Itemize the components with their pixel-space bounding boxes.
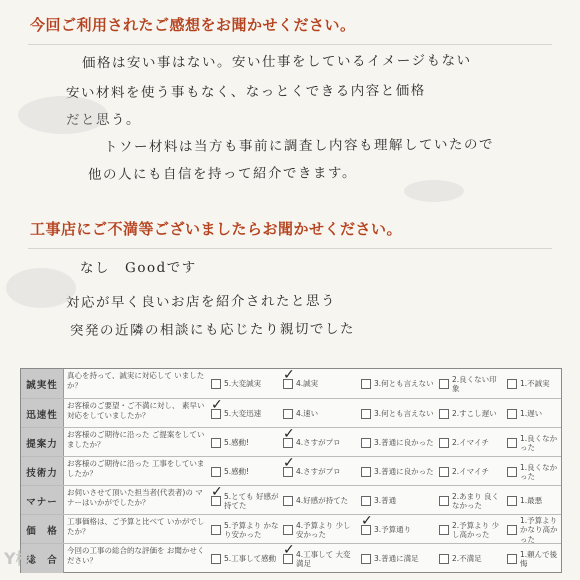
evaluation-option-label: 2.予算より 少し高かった xyxy=(452,520,500,539)
checkbox-icon[interactable] xyxy=(361,438,371,448)
evaluation-option-label: 3.普通に良かった xyxy=(374,467,434,477)
evaluation-option[interactable] xyxy=(361,432,435,454)
evaluation-option-label: 5.感動! xyxy=(224,438,250,448)
evaluation-row xyxy=(21,514,561,544)
evaluation-category: 迅速性 xyxy=(21,399,64,428)
checkbox-icon[interactable] xyxy=(507,409,517,419)
evaluation-option-label: 5.感動! xyxy=(224,467,250,477)
evaluation-option-label: 4.さすがプロ xyxy=(296,438,341,448)
evaluation-option[interactable] xyxy=(507,373,559,395)
impression-line-3: だと思う。 xyxy=(65,111,142,129)
evaluation-option[interactable] xyxy=(439,432,503,454)
evaluation-option[interactable] xyxy=(507,461,559,483)
evaluation-category: マナー xyxy=(21,486,64,515)
checkbox-icon[interactable] xyxy=(507,496,517,506)
impression-heading: 今回ご利用されたご感想をお聞かせください。 xyxy=(30,16,356,34)
evaluation-option[interactable] xyxy=(439,461,503,483)
evaluation-option[interactable] xyxy=(507,515,559,544)
evaluation-option-label: 1.良くなかった xyxy=(520,462,558,481)
evaluation-option-label: 3.何とも言えない xyxy=(374,409,434,419)
evaluation-option[interactable] xyxy=(211,490,279,512)
complaint-line-1: なし Goodです xyxy=(79,259,197,277)
evaluation-option[interactable] xyxy=(361,461,435,483)
evaluation-category: 価 格 xyxy=(21,515,64,544)
checkbox-icon[interactable] xyxy=(211,467,221,477)
evaluation-option-label: 3.普通に満足 xyxy=(374,554,419,564)
evaluation-option-label: 2.イマイチ xyxy=(452,438,490,448)
evaluation-option[interactable] xyxy=(361,519,435,541)
scan-smudge xyxy=(404,180,464,202)
evaluation-option[interactable] xyxy=(283,519,357,541)
evaluation-option[interactable] xyxy=(211,548,279,570)
scan-smudge xyxy=(18,96,108,134)
checkbox-icon[interactable] xyxy=(361,409,371,419)
evaluation-option[interactable] xyxy=(283,490,357,512)
evaluation-option[interactable] xyxy=(283,548,357,570)
checkbox-icon[interactable] xyxy=(211,554,221,564)
evaluation-option-label: 2.不満足 xyxy=(452,554,482,564)
impression-line-4: トソー材料は当方も事前に調査し内容も理解していたので xyxy=(103,136,495,156)
evaluation-option[interactable] xyxy=(283,403,357,425)
checkbox-icon[interactable] xyxy=(439,379,449,389)
evaluation-option[interactable] xyxy=(507,403,559,425)
checkbox-icon[interactable] xyxy=(507,379,517,389)
checked-checkbox-icon[interactable] xyxy=(361,525,371,535)
evaluation-row xyxy=(21,543,561,573)
evaluation-option[interactable] xyxy=(439,373,503,395)
evaluation-option-label: 1.遅い xyxy=(520,409,543,419)
evaluation-option-label: 1.予算より かなり高かった xyxy=(520,515,558,544)
checkbox-icon[interactable] xyxy=(361,467,371,477)
evaluation-option[interactable] xyxy=(361,403,435,425)
evaluation-option[interactable] xyxy=(283,432,357,454)
evaluation-option-label: 5.大変迅速 xyxy=(224,409,262,419)
checkbox-icon[interactable] xyxy=(507,467,517,477)
checkbox-icon[interactable] xyxy=(507,438,517,448)
checkbox-icon[interactable] xyxy=(439,409,449,419)
evaluation-option[interactable] xyxy=(507,548,559,570)
evaluation-option[interactable] xyxy=(439,548,503,570)
checked-checkbox-icon[interactable] xyxy=(211,409,221,419)
checkbox-icon[interactable] xyxy=(211,379,221,389)
divider xyxy=(28,248,552,249)
checkbox-icon[interactable] xyxy=(439,467,449,477)
checkbox-icon[interactable] xyxy=(361,496,371,506)
evaluation-option-label: 4.工事して 大変満足 xyxy=(296,549,351,568)
evaluation-category: 提案力 xyxy=(21,428,64,457)
evaluation-row xyxy=(21,369,561,398)
evaluation-option-label: 4.さすがプロ xyxy=(296,467,341,477)
evaluation-option-label: 3.何とも言えない xyxy=(374,379,434,389)
evaluation-option-label: 3.普通に良かった xyxy=(374,438,434,448)
checkbox-icon[interactable] xyxy=(439,496,449,506)
evaluation-option-label: 1.良くなかった xyxy=(520,433,558,452)
evaluation-option[interactable] xyxy=(439,519,503,541)
checkbox-icon[interactable] xyxy=(283,409,293,419)
checkbox-icon[interactable] xyxy=(439,438,449,448)
evaluation-question: お客様のご要望・ご不満に対し、 素早い対応をしていましたか？ xyxy=(67,401,205,420)
checkbox-icon[interactable] xyxy=(507,554,517,564)
evaluation-option[interactable] xyxy=(211,373,279,395)
complaint-line-3: 突発の近隣の相談にも応じたり親切でした xyxy=(69,321,356,339)
evaluation-option[interactable] xyxy=(361,490,435,512)
divider xyxy=(28,44,552,45)
evaluation-question: お客様のご期待に沿った 工事をしていましたか？ xyxy=(67,459,205,478)
evaluation-row xyxy=(21,485,561,515)
checkbox-icon[interactable] xyxy=(283,496,293,506)
evaluation-option-label: 3.予算通り xyxy=(374,525,412,535)
checked-checkbox-icon[interactable] xyxy=(283,438,293,448)
evaluation-option-label: 2.あまり 良くなかった xyxy=(452,491,500,510)
evaluation-option[interactable] xyxy=(283,373,357,395)
checked-checkbox-icon[interactable] xyxy=(283,379,293,389)
checkbox-icon[interactable] xyxy=(507,525,517,535)
complaint-line-2: 対応が早く良いお店を紹介されたと思う xyxy=(65,293,337,311)
evaluation-question: 今回の工事の総合的な評価を お聞かせください？ xyxy=(67,546,205,565)
evaluation-option-label: 4.誠実 xyxy=(296,379,319,389)
evaluation-table xyxy=(20,368,562,573)
evaluation-question: お客様のご期待に沿った ご提案をしていましたか？ xyxy=(67,430,205,449)
checked-checkbox-icon[interactable] xyxy=(283,467,293,477)
evaluation-question: 工事価格は、ご予算と比べて いかがでしたか？ xyxy=(67,517,205,536)
checkbox-icon[interactable] xyxy=(211,525,221,535)
checkbox-icon[interactable] xyxy=(211,438,221,448)
impression-line-1: 価格は安い事はない。安い仕事をしているイメージもない xyxy=(81,52,472,72)
evaluation-option[interactable] xyxy=(211,403,279,425)
evaluation-option[interactable] xyxy=(439,490,503,512)
checkbox-icon[interactable] xyxy=(439,554,449,564)
evaluation-option[interactable] xyxy=(361,548,435,570)
evaluation-option-label: 1.不誠実 xyxy=(520,379,550,389)
evaluation-question: お伺いさせて頂いた担当者(代表者)の マナーはいかがでしたか？ xyxy=(67,488,203,507)
evaluation-option[interactable] xyxy=(507,432,559,454)
evaluation-option[interactable] xyxy=(211,432,279,454)
complaint-heading: 工事店にご不満等ございましたらお聞かせください。 xyxy=(30,220,403,238)
evaluation-option-label: 2.イマイチ xyxy=(452,467,490,477)
checkbox-icon[interactable] xyxy=(439,525,449,535)
evaluation-row xyxy=(21,427,561,457)
evaluation-option-label: 2.良くない印象 xyxy=(452,374,497,393)
checkbox-icon[interactable] xyxy=(283,525,293,535)
evaluation-option-label: 5.工事して感動 xyxy=(224,554,277,564)
customer-watermark: Y様 xyxy=(4,549,32,568)
impression-line-2: 安い材料を使う事もなく、なっとくできる内容と価格 xyxy=(65,82,426,102)
evaluation-option-label: 5.予算より かなり安かった xyxy=(224,520,279,539)
evaluation-option[interactable] xyxy=(507,490,559,512)
evaluation-category: 技術力 xyxy=(21,457,64,486)
evaluation-option-label: 1.頼んで後悔 xyxy=(520,549,558,568)
impression-line-5: 他の人にも自信を持って紹介できます。 xyxy=(87,165,357,183)
evaluation-option-label: 4.速い xyxy=(296,409,319,419)
checkbox-icon[interactable] xyxy=(361,379,371,389)
evaluation-category: 誠実性 xyxy=(21,369,64,398)
checked-checkbox-icon[interactable] xyxy=(283,554,293,564)
evaluation-option[interactable] xyxy=(439,403,503,425)
checked-checkbox-icon[interactable] xyxy=(211,496,221,506)
evaluation-option[interactable] xyxy=(283,461,357,483)
evaluation-row xyxy=(21,398,561,428)
evaluation-option-label: 4.好感が持てた xyxy=(296,496,349,506)
evaluation-question: 真心を持って、誠実に対応して いましたか？ xyxy=(67,371,205,390)
evaluation-option[interactable] xyxy=(211,519,279,541)
evaluation-option-label: 3.普通 xyxy=(374,496,397,506)
checkbox-icon[interactable] xyxy=(361,554,371,564)
evaluation-option-label: 2.すこし遅い xyxy=(452,409,497,419)
evaluation-option-label: 5.とても 好感が持てた xyxy=(224,491,279,510)
scan-smudge xyxy=(6,268,76,308)
evaluation-option-label: 5.大変誠実 xyxy=(224,379,262,389)
evaluation-category: 総 合 xyxy=(21,544,64,573)
evaluation-option[interactable] xyxy=(361,373,435,395)
evaluation-option-label: 4.予算より 少し安かった xyxy=(296,520,351,539)
evaluation-option[interactable] xyxy=(211,461,279,483)
evaluation-option-label: 1.最悪 xyxy=(520,496,543,506)
evaluation-row xyxy=(21,456,561,486)
